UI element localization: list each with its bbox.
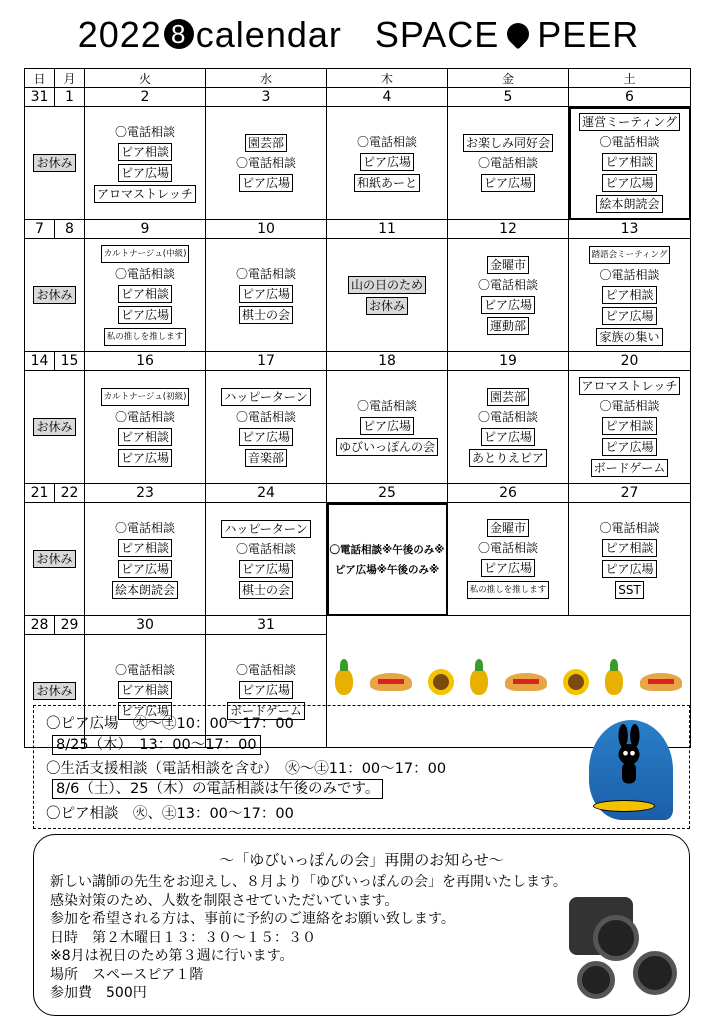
event-label: 〇電話相談 (114, 267, 175, 281)
day-number: 14 (25, 352, 55, 371)
event-label: ハッピーターン (221, 388, 310, 406)
event-label: 〇電話相談 (356, 399, 417, 413)
event-label: ピア広場 (239, 174, 293, 192)
event-label: 運動部 (487, 317, 529, 335)
closed-label: お休み (33, 418, 75, 436)
event-label: ピア広場 (602, 560, 656, 578)
day-cell (206, 371, 327, 484)
day-cell (206, 107, 327, 220)
brand-left: SPACE (374, 14, 500, 55)
event-label: 家族の集い (596, 328, 662, 346)
event-label: ピア広場 (481, 428, 535, 446)
event-label: 〇電話相談 (235, 267, 296, 281)
day-number: 22 (55, 484, 85, 503)
event-label: 〇電話相談 (114, 124, 175, 139)
weekday-header: 土 (569, 69, 691, 88)
info-line: 場所 スペースピア１階 (50, 966, 204, 983)
event-label: ピア広場 (481, 296, 535, 314)
day-number: 21 (25, 484, 55, 503)
day-cell (448, 371, 569, 484)
event-label: ピア広場 (239, 285, 293, 303)
day-number: 9 (85, 220, 206, 239)
weekday-header: 火 (85, 69, 206, 88)
event-label: 棋士の会 (239, 581, 293, 599)
notice-line-4: 8/6（土）、25（木）の電話相談は午後のみです。 (52, 779, 383, 799)
day-number: 26 (448, 484, 569, 503)
event-label: カルトナージュ(中級) (101, 245, 190, 263)
event-label: ピア相談 (118, 428, 172, 446)
closed-label: お休み (33, 682, 75, 700)
event-label: 〇電話相談 (477, 156, 538, 170)
event-label: ピア相談 (118, 143, 172, 161)
holiday-cell (25, 107, 85, 220)
event-label: ピア広場 (360, 153, 414, 171)
event-label: 運営ミーティング (579, 113, 680, 131)
holiday-cell (25, 371, 85, 484)
day-cell (569, 107, 691, 220)
straw-hat-icon (640, 673, 682, 691)
event-label: 私の推しを推します (467, 581, 550, 599)
closed-label: お休み (33, 550, 75, 568)
weekday-header: 月 (55, 69, 85, 88)
weekday-header: 水 (206, 69, 327, 88)
event-label: ピア相談 (602, 539, 656, 557)
pineapple-icon (605, 669, 623, 695)
event-label: 〇電話相談 (114, 410, 175, 424)
title-word: calendar (195, 14, 342, 55)
info-line: 日時 第２木曜日１３：３０～１５：３０ (50, 929, 316, 946)
event-label: 園芸部 (487, 388, 529, 406)
event-label: ピア広場 (118, 702, 172, 720)
event-label: 私の推しを推します (104, 328, 187, 346)
event-label: 〇電話相談 (114, 663, 175, 677)
event-label: 絵本朗読会 (112, 581, 178, 599)
event-label: 〇電話相談 (599, 399, 660, 413)
brand-right: PEER (537, 14, 640, 55)
event-label: 〇電話相談 (599, 135, 660, 149)
day-number: 28 (25, 616, 55, 635)
day-number: 4 (327, 88, 448, 107)
day-number: 16 (85, 352, 206, 371)
day-cell (569, 503, 691, 616)
event-label: ピア相談 (602, 286, 656, 304)
notice-line-5: 〇ピア相談 ㊋、㊏13：00～17：00 (46, 806, 294, 822)
event-label: お休み (366, 297, 408, 315)
title-year: 2022 (77, 14, 162, 55)
info-line: ※8月は祝日のため第３週に行います。 (50, 948, 294, 964)
day-cell (327, 239, 448, 352)
event-label: ピア広場※午後のみ※ (334, 563, 440, 576)
weekday-header: 金 (448, 69, 569, 88)
event-label: 〇電話相談 (356, 135, 417, 149)
day-cell (569, 239, 691, 352)
event-label: 園芸部 (245, 134, 287, 152)
event-label: SST (615, 581, 644, 599)
event-label: 金曜市 (487, 519, 529, 537)
pineapple-icon (335, 669, 353, 695)
day-cell (206, 503, 327, 616)
info-title: ～「ゆびいっぽんの会」再開のお知らせ～ (219, 851, 504, 869)
event-label: お楽しみ同好会 (463, 134, 553, 152)
info-line: 参加費 500円 (50, 985, 147, 1001)
pineapple-icon (470, 669, 488, 695)
day-cell (85, 371, 206, 484)
info-line: 新しい講師の先生をお迎えし、８月より「ゆびいっぽんの会」を再開いたします。 (50, 874, 567, 890)
day-number: 18 (327, 352, 448, 371)
weekday-header: 日 (25, 69, 55, 88)
day-number: 1 (55, 88, 85, 107)
straw-hat-icon (505, 673, 547, 691)
page-title (0, 14, 717, 56)
event-label: ピア広場 (602, 174, 656, 192)
event-label: 〇電話相談 (235, 409, 296, 424)
info-body (50, 873, 567, 1003)
event-label: ピア広場 (118, 560, 172, 578)
day-cell (85, 503, 206, 616)
event-label: 金曜市 (487, 256, 529, 274)
event-label: ピア広場 (118, 306, 172, 324)
calendar-table (24, 68, 691, 748)
event-label: 〇電話相談 (599, 520, 660, 535)
event-label: 山の日のため (348, 276, 426, 294)
notice-line-2: 8/25（木） 13：00～17：00 (52, 735, 261, 755)
event-label: ボードゲーム (227, 702, 305, 720)
day-number: 24 (206, 484, 327, 503)
event-label: ピア広場 (481, 174, 535, 192)
day-number: 13 (569, 220, 691, 239)
day-cell (85, 107, 206, 220)
day-number: 29 (55, 616, 85, 635)
heart-icon (503, 18, 534, 49)
event-label: ピア広場 (118, 164, 172, 182)
notice-line-1: 〇ピア広場 ㊋～㊏10：00～17：00 (46, 716, 294, 732)
event-label: ピア相談 (118, 539, 172, 557)
day-number: 8 (55, 220, 85, 239)
day-cell (569, 371, 691, 484)
holiday-cell (25, 239, 85, 352)
day-number: 6 (569, 88, 691, 107)
event-label: ピア相談 (118, 681, 172, 699)
camera-icon (563, 881, 683, 1001)
event-label: アロマストレッチ (579, 377, 681, 395)
event-label: ピア相談 (602, 417, 656, 435)
weekday-header: 木 (327, 69, 448, 88)
surfer-illustration (569, 710, 679, 822)
event-label: 音楽部 (245, 449, 287, 467)
event-label: 〇電話相談 (235, 156, 296, 170)
day-number: 10 (206, 220, 327, 239)
day-number: 11 (327, 220, 448, 239)
info-box (33, 834, 690, 1016)
rabbit-icon (609, 724, 649, 794)
day-cell (85, 239, 206, 352)
event-label: カルトナージュ(初級) (101, 388, 190, 406)
event-label: 〇電話相談 (235, 541, 296, 556)
day-number: 31 (25, 88, 55, 107)
event-label: ピア広場 (360, 417, 414, 435)
event-label: 踏語会ミーティング (589, 246, 671, 264)
event-label: 〇電話相談 (235, 663, 296, 677)
month-badge: 8 (164, 19, 194, 49)
day-cell (206, 239, 327, 352)
event-label: 〇電話相談 (477, 277, 538, 292)
event-label: ピア相談 (118, 285, 172, 303)
event-label: 〇電話相談 (477, 541, 538, 555)
event-label: 〇電話相談 (599, 267, 660, 282)
day-cell (448, 503, 569, 616)
info-line: 感染対策のため、人数を制限させていただいています。 (50, 892, 399, 909)
notice-line-3: 〇生活支援相談（電話相談を含む） ㊋～㊏11：00～17：00 (46, 761, 447, 777)
event-label: アロマストレッチ (94, 185, 196, 203)
event-label: ピア広場 (239, 560, 293, 578)
holiday-cell (25, 503, 85, 616)
day-number: 5 (448, 88, 569, 107)
event-label: ピア広場 (481, 559, 535, 577)
day-number: 23 (85, 484, 206, 503)
straw-hat-icon (370, 673, 412, 691)
day-number: 17 (206, 352, 327, 371)
day-cell (448, 107, 569, 220)
sunflower-icon (563, 669, 589, 695)
event-label: ハッピーターン (221, 520, 310, 538)
day-number: 25 (327, 484, 448, 503)
day-number: 7 (25, 220, 55, 239)
event-label: 和紙あーと (354, 174, 420, 192)
event-label: 〇電話相談 (477, 409, 538, 424)
event-label: ゆびいっぽんの会 (336, 438, 438, 456)
day-number: 30 (85, 616, 206, 635)
day-number: 19 (448, 352, 569, 371)
closed-label: お休み (33, 154, 75, 172)
event-label: ボードゲーム (591, 459, 669, 477)
event-label: 絵本朗読会 (596, 195, 662, 213)
day-cell (327, 503, 448, 616)
event-label: ピア広場 (602, 307, 656, 325)
sunflower-icon (428, 669, 454, 695)
event-label: 〇電話相談 (114, 520, 175, 535)
day-cell (448, 239, 569, 352)
event-label: ピア広場 (239, 681, 293, 699)
notice-box (33, 705, 690, 829)
day-number: 12 (448, 220, 569, 239)
day-number: 3 (206, 88, 327, 107)
surfboard-icon (593, 800, 655, 812)
closed-label: お休み (33, 286, 75, 304)
event-label: ピア広場 (118, 449, 172, 467)
day-cell (327, 107, 448, 220)
day-number: 27 (569, 484, 691, 503)
event-label: ピア相談 (602, 153, 656, 171)
day-number: 2 (85, 88, 206, 107)
info-line: 参加を希望される方は、事前に予約のご連絡をお願い致します。 (50, 911, 455, 927)
event-label: あとりえピア (469, 449, 547, 467)
event-label: ピア広場 (602, 438, 656, 456)
event-label: ピア広場 (239, 428, 293, 446)
day-cell (327, 371, 448, 484)
event-label: 〇電話相談※午後のみ※ (329, 543, 445, 556)
day-number: 31 (206, 616, 327, 635)
day-number: 20 (569, 352, 691, 371)
day-number: 15 (55, 352, 85, 371)
event-label: 棋士の会 (239, 306, 293, 324)
